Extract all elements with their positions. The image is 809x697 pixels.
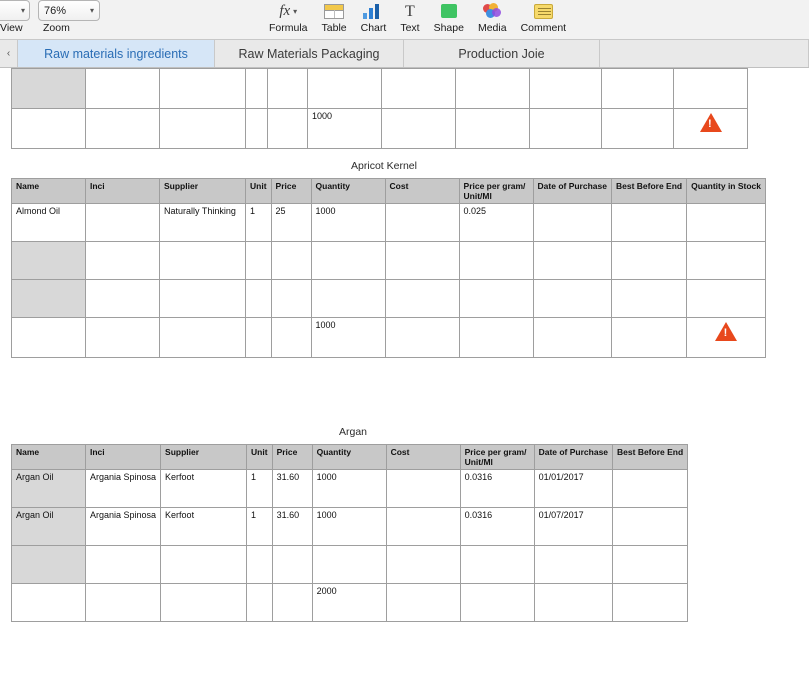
col-header-name[interactable]: Name	[12, 445, 86, 470]
col-header-name[interactable]: Name	[12, 179, 86, 204]
cell-unit[interactable]: 1	[247, 508, 273, 546]
col-header-date-of-purchase[interactable]: Date of Purchase	[534, 445, 612, 470]
col-header-price-per-gram[interactable]: Price per gram/ Unit/Ml	[459, 179, 533, 204]
cell[interactable]	[611, 280, 686, 318]
cell[interactable]	[611, 242, 686, 280]
col-header-supplier[interactable]: Supplier	[160, 179, 246, 204]
cell[interactable]	[271, 242, 311, 280]
cell[interactable]	[160, 280, 246, 318]
text-label: Text	[400, 22, 420, 34]
cell-cost[interactable]	[386, 470, 460, 508]
table-row[interactable]	[12, 242, 766, 280]
cell[interactable]	[386, 584, 460, 622]
cell[interactable]	[246, 242, 272, 280]
col-header-price[interactable]: Price	[272, 445, 312, 470]
cell-name[interactable]: Almond Oil	[12, 204, 86, 242]
table-row[interactable]	[12, 204, 766, 242]
table-row[interactable]	[12, 109, 748, 149]
cell[interactable]	[160, 109, 246, 149]
table-header-row	[12, 179, 766, 204]
cell-best-before-end[interactable]	[611, 204, 686, 242]
cell-price[interactable]: 25	[271, 204, 311, 242]
cell-best-before-end[interactable]	[613, 470, 688, 508]
cell[interactable]	[86, 546, 161, 584]
table-row[interactable]	[12, 546, 688, 584]
cell-total-quantity[interactable]: 1000	[308, 109, 382, 149]
cell-total-quantity[interactable]: 1000	[311, 318, 385, 358]
col-header-best-before-end[interactable]: Best Before End	[611, 179, 686, 204]
cell-supplier[interactable]: Kerfoot	[161, 508, 247, 546]
col-header-quantity[interactable]: Quantity	[312, 445, 386, 470]
cell[interactable]	[533, 318, 611, 358]
warning-icon	[715, 322, 737, 341]
tab-production-joie[interactable]: Production Joie	[404, 40, 600, 67]
table-row-total[interactable]	[12, 318, 766, 358]
cell-best-before-end[interactable]	[613, 508, 688, 546]
cell[interactable]	[246, 109, 268, 149]
cell[interactable]	[271, 280, 311, 318]
formula-label: Formula	[269, 22, 308, 34]
cell[interactable]	[12, 109, 86, 149]
sheet-tab-bar	[0, 40, 809, 68]
cell-date-of-purchase[interactable]	[533, 204, 611, 242]
col-header-date-of-purchase[interactable]: Date of Purchase	[533, 179, 611, 204]
cell[interactable]	[246, 318, 272, 358]
cell-warning[interactable]	[687, 318, 766, 358]
formula-button[interactable]	[262, 0, 315, 40]
col-header-inci[interactable]: Inci	[86, 179, 160, 204]
cell[interactable]	[460, 584, 534, 622]
media-icon	[483, 0, 501, 22]
cell[interactable]	[271, 318, 311, 358]
tab-raw-materials-packaging[interactable]: Raw Materials Packaging	[215, 40, 404, 67]
table-row[interactable]	[12, 280, 766, 318]
cell-quantity-in-stock[interactable]	[687, 204, 766, 242]
cell-name[interactable]: Argan Oil	[12, 508, 86, 546]
cell[interactable]	[382, 69, 456, 109]
cell[interactable]	[86, 109, 160, 149]
table-row[interactable]	[12, 508, 688, 546]
cell[interactable]	[247, 584, 273, 622]
chevron-down-icon: ▾	[89, 6, 94, 15]
cell-cost[interactable]	[386, 508, 460, 546]
table-icon	[324, 0, 344, 22]
cell[interactable]	[161, 584, 247, 622]
table-row-total[interactable]	[12, 584, 688, 622]
cell[interactable]	[12, 242, 86, 280]
cell[interactable]	[385, 318, 459, 358]
comment-label: Comment	[520, 22, 567, 34]
cell[interactable]	[687, 280, 766, 318]
cell[interactable]	[533, 242, 611, 280]
cell[interactable]	[86, 584, 161, 622]
warning-icon	[700, 113, 722, 132]
cell[interactable]	[385, 280, 459, 318]
cell-supplier[interactable]: Naturally Thinking	[160, 204, 246, 242]
cell[interactable]	[308, 69, 382, 109]
cell[interactable]	[246, 69, 268, 109]
cell[interactable]	[86, 242, 160, 280]
cell-price-per-gram[interactable]: 0.0316	[460, 470, 534, 508]
col-header-quantity[interactable]: Quantity	[311, 179, 385, 204]
text-icon: T	[405, 2, 415, 20]
table-header-row	[12, 445, 688, 470]
cell-quantity[interactable]: 1000	[312, 508, 386, 546]
cell[interactable]	[459, 318, 533, 358]
cell[interactable]	[456, 69, 530, 109]
col-header-supplier[interactable]: Supplier	[161, 445, 247, 470]
cell[interactable]	[386, 546, 460, 584]
cell[interactable]	[312, 546, 386, 584]
cell[interactable]	[160, 318, 246, 358]
col-header-unit[interactable]: Unit	[246, 179, 272, 204]
table-grid[interactable]	[11, 178, 766, 358]
tab-scroll-left-icon[interactable]: ‹	[0, 40, 18, 67]
table-grid[interactable]	[11, 68, 748, 149]
media-button[interactable]	[471, 0, 514, 40]
table-apricot-kernel[interactable]	[11, 160, 766, 358]
cell[interactable]	[459, 280, 533, 318]
shape-icon	[441, 0, 457, 22]
cell[interactable]	[268, 69, 308, 109]
toolbar-tool-group	[262, 0, 573, 40]
cell[interactable]	[459, 242, 533, 280]
cell[interactable]	[161, 546, 247, 584]
chart-label: Chart	[360, 22, 387, 34]
toolbar	[0, 0, 809, 40]
shape-button[interactable]	[427, 0, 471, 40]
cell[interactable]	[86, 318, 160, 358]
cell[interactable]	[385, 242, 459, 280]
cell-price-per-gram[interactable]: 0.025	[459, 204, 533, 242]
chart-icon	[363, 0, 383, 22]
cell[interactable]	[12, 280, 86, 318]
cell[interactable]	[687, 242, 766, 280]
zoom-popup-button[interactable]	[38, 0, 100, 21]
cell-quantity[interactable]: 1000	[312, 470, 386, 508]
cell-supplier[interactable]: Kerfoot	[161, 470, 247, 508]
sheet-canvas[interactable]	[0, 68, 809, 697]
cell-quantity[interactable]: 1000	[311, 204, 385, 242]
cell[interactable]	[268, 109, 308, 149]
cell-total-quantity[interactable]: 2000	[312, 584, 386, 622]
cell[interactable]	[602, 109, 674, 149]
table-title-argan: Argan	[338, 426, 368, 438]
cell[interactable]	[613, 546, 688, 584]
col-header-inci[interactable]: Inci	[86, 445, 161, 470]
cell[interactable]	[602, 69, 674, 109]
col-header-unit[interactable]: Unit	[247, 445, 273, 470]
cell[interactable]	[86, 280, 160, 318]
cell-cost[interactable]	[385, 204, 459, 242]
zoom-value: 76%	[44, 4, 67, 17]
cell[interactable]	[311, 280, 385, 318]
cell[interactable]	[530, 109, 602, 149]
cell[interactable]	[12, 584, 86, 622]
cell-date-of-purchase[interactable]: 01/01/2017	[534, 470, 612, 508]
table-label: Table	[321, 22, 347, 34]
cell-name[interactable]: Argan Oil	[12, 470, 86, 508]
cell-price[interactable]: 31.60	[272, 470, 312, 508]
cell-date-of-purchase[interactable]: 01/07/2017	[534, 508, 612, 546]
comment-button[interactable]	[514, 0, 574, 40]
formula-icon: fx ▾	[279, 2, 298, 19]
cell-inci[interactable]: Argania Spinosa	[86, 508, 161, 546]
cell[interactable]	[246, 280, 272, 318]
cell[interactable]	[12, 318, 86, 358]
chevron-down-icon: ▾	[20, 6, 25, 15]
shape-label: Shape	[433, 22, 464, 34]
col-header-cost[interactable]: Cost	[386, 445, 460, 470]
cell[interactable]	[86, 204, 160, 242]
table-argan[interactable]	[11, 426, 695, 622]
cell[interactable]	[247, 546, 273, 584]
table-row[interactable]	[12, 69, 748, 109]
cell-inci[interactable]: Argania Spinosa	[86, 470, 161, 508]
cell[interactable]	[534, 546, 612, 584]
cell-price[interactable]: 31.60	[272, 508, 312, 546]
col-header-best-before-end[interactable]: Best Before End	[613, 445, 688, 470]
table-row[interactable]	[12, 470, 688, 508]
cell[interactable]	[86, 69, 160, 109]
view-popup-button[interactable]	[0, 0, 30, 21]
tab-raw-materials-ingredients[interactable]: Raw materials ingredients	[18, 40, 215, 67]
cell[interactable]	[533, 280, 611, 318]
cell-price-per-gram[interactable]: 0.0316	[460, 508, 534, 546]
comment-icon	[534, 0, 553, 22]
cell-warning[interactable]	[674, 109, 748, 149]
cell[interactable]	[460, 546, 534, 584]
cell[interactable]	[272, 546, 312, 584]
tab-empty[interactable]	[600, 40, 809, 67]
col-header-quantity-in-stock[interactable]: Quantity in Stock	[687, 179, 766, 204]
media-label: Media	[477, 22, 507, 34]
cell-unit[interactable]: 1	[246, 204, 272, 242]
table-title-apricot: Apricot Kernel	[351, 160, 417, 172]
cell[interactable]	[160, 69, 246, 109]
zoom-label: Zoom	[43, 22, 70, 34]
cell[interactable]	[674, 69, 748, 109]
text-button[interactable]	[393, 0, 426, 40]
cell[interactable]	[611, 318, 686, 358]
cell[interactable]	[311, 242, 385, 280]
cell[interactable]	[456, 109, 530, 149]
view-label: View	[0, 22, 23, 34]
cell[interactable]	[160, 242, 246, 280]
col-header-cost[interactable]: Cost	[385, 179, 459, 204]
cell[interactable]	[272, 584, 312, 622]
table-top-partial[interactable]	[11, 68, 748, 149]
cell[interactable]	[12, 69, 86, 109]
cell[interactable]	[530, 69, 602, 109]
cell[interactable]	[382, 109, 456, 149]
chart-button[interactable]	[354, 0, 394, 40]
table-button[interactable]	[315, 0, 354, 40]
col-header-price-per-gram[interactable]: Price per gram/ Unit/Ml	[460, 445, 534, 470]
cell[interactable]	[534, 584, 612, 622]
table-grid[interactable]	[11, 444, 688, 622]
cell[interactable]	[613, 584, 688, 622]
cell[interactable]	[12, 546, 86, 584]
col-header-price[interactable]: Price	[271, 179, 311, 204]
cell-unit[interactable]: 1	[247, 470, 273, 508]
